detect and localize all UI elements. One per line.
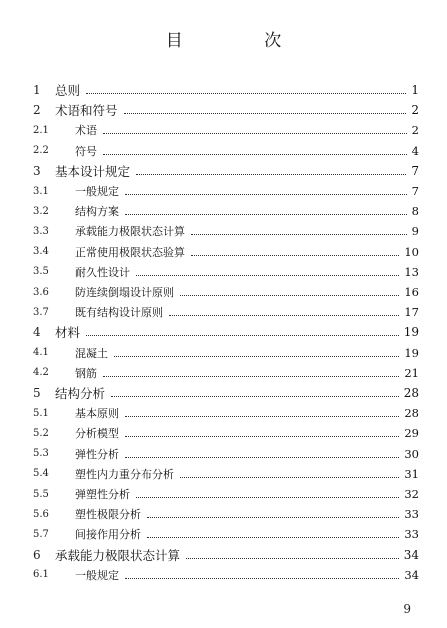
toc-entry[interactable] bbox=[0, 322, 447, 342]
toc-entry[interactable] bbox=[0, 242, 447, 262]
toc-entry-title: 防连续倒塌设计原则 bbox=[75, 286, 174, 299]
toc-entry-title: 基本原则 bbox=[75, 407, 119, 421]
toc-leader-dots bbox=[86, 335, 399, 336]
page-title: 目 次 bbox=[165, 31, 320, 51]
toc-entry-title: 术语和符号 bbox=[55, 103, 118, 119]
toc-entry-title: 弹性分析 bbox=[75, 447, 119, 461]
toc-entry-page: 21 bbox=[404, 365, 419, 380]
toc-entry[interactable] bbox=[0, 201, 447, 221]
toc-entry-title: 符号 bbox=[75, 144, 97, 158]
toc-entry-title: 结构方案 bbox=[75, 205, 119, 219]
toc-entry-title: 钢筋 bbox=[75, 366, 97, 380]
toc-leader-dots bbox=[136, 275, 399, 276]
toc-entry-title: 塑性极限分析 bbox=[75, 508, 141, 522]
toc-entry-number: 3.5 bbox=[33, 266, 49, 278]
toc-entry-number: 2 bbox=[33, 103, 41, 118]
toc-entry-title: 材料 bbox=[55, 325, 81, 341]
toc-leader-dots bbox=[125, 436, 399, 437]
toc-entry-number: 2.1 bbox=[33, 124, 49, 136]
toc-leader-dots bbox=[86, 93, 406, 94]
toc-entry-title: 耐久性设计 bbox=[75, 265, 130, 279]
toc-leader-dots bbox=[103, 133, 407, 134]
toc-entry-number: 5 bbox=[33, 386, 41, 400]
toc-entry-page: 19 bbox=[404, 345, 419, 360]
toc-entry-number: 5.3 bbox=[33, 448, 49, 460]
toc-entry-title: 正常使用极限状态验算 bbox=[75, 245, 185, 259]
toc-entry[interactable] bbox=[0, 221, 447, 241]
toc-entry[interactable] bbox=[0, 565, 447, 585]
toc-entry[interactable] bbox=[0, 363, 447, 383]
toc-entry-number: 6.1 bbox=[33, 569, 49, 581]
toc-leader-dots bbox=[180, 295, 399, 296]
toc-entry[interactable] bbox=[0, 423, 447, 443]
toc-entry[interactable] bbox=[0, 100, 447, 120]
toc-entry-number: 6 bbox=[33, 547, 41, 562]
toc-leader-dots bbox=[103, 376, 399, 377]
toc-entry-page: 16 bbox=[404, 285, 419, 299]
toc-entry[interactable] bbox=[0, 181, 447, 201]
toc-entry-title: 结构分析 bbox=[55, 386, 106, 401]
toc-entry-page: 34 bbox=[403, 547, 419, 562]
toc-entry-title: 承载能力极限状态计算 bbox=[75, 225, 185, 239]
toc-leader-dots bbox=[136, 174, 406, 175]
toc-entry-number: 3.1 bbox=[33, 185, 49, 197]
toc-leader-dots bbox=[111, 396, 399, 397]
toc-entry-page: 32 bbox=[404, 487, 419, 501]
toc-leader-dots bbox=[103, 154, 407, 155]
toc-entry[interactable] bbox=[0, 444, 447, 464]
toc-entry[interactable] bbox=[0, 403, 447, 423]
toc-entry[interactable] bbox=[0, 484, 447, 504]
toc-entry-page: 19 bbox=[403, 325, 419, 340]
toc-entry-number: 5.4 bbox=[33, 468, 49, 480]
toc-entry-title: 既有结构设计原则 bbox=[75, 306, 163, 320]
toc-entry-page: 34 bbox=[404, 567, 419, 582]
toc-entry-number: 3 bbox=[33, 163, 41, 178]
toc-entry[interactable] bbox=[0, 161, 447, 181]
toc-entry-number: 5.5 bbox=[33, 488, 49, 500]
toc-leader-dots bbox=[191, 234, 407, 235]
toc-entry-number: 5.1 bbox=[33, 407, 49, 419]
toc-entry[interactable] bbox=[0, 282, 447, 302]
toc-entry-page: 2 bbox=[411, 103, 419, 118]
toc-leader-dots bbox=[180, 477, 399, 478]
toc-leader-dots bbox=[147, 517, 399, 518]
toc-entry-number: 3.6 bbox=[33, 286, 49, 298]
toc-entry-number: 1 bbox=[33, 83, 41, 97]
toc-entry[interactable] bbox=[0, 464, 447, 484]
toc-entry-number: 4 bbox=[33, 325, 41, 340]
toc-leader-dots bbox=[124, 113, 406, 114]
toc-entry-number: 4.2 bbox=[33, 367, 49, 379]
toc-leader-dots bbox=[186, 558, 399, 559]
toc-entry-number: 3.2 bbox=[33, 205, 49, 217]
toc-leader-dots bbox=[114, 356, 399, 357]
toc-leader-dots bbox=[125, 214, 407, 215]
toc-entry-number: 4.1 bbox=[33, 347, 49, 359]
toc-leader-dots bbox=[125, 457, 399, 458]
toc-entry[interactable] bbox=[0, 262, 447, 282]
toc-entry-title: 一般规定 bbox=[75, 568, 119, 582]
toc-entry-page: 13 bbox=[404, 264, 419, 279]
toc-entry[interactable] bbox=[0, 343, 447, 363]
toc-entry-title: 术语 bbox=[75, 124, 97, 138]
page-number: 9 bbox=[403, 602, 411, 616]
toc-entry-page: 28 bbox=[404, 406, 419, 421]
toc-entry-title: 基本设计规定 bbox=[55, 163, 131, 179]
toc-entry-title: 总则 bbox=[55, 83, 81, 98]
toc-leader-dots bbox=[125, 578, 399, 579]
toc-entry-number: 3.4 bbox=[33, 246, 49, 258]
toc-entry-number: 3.3 bbox=[33, 225, 49, 237]
toc-entry[interactable] bbox=[0, 524, 447, 544]
toc-entry-page: 30 bbox=[404, 446, 419, 461]
toc-entry-page: 28 bbox=[403, 386, 419, 400]
toc-entry-page: 33 bbox=[404, 507, 419, 522]
toc-entry[interactable] bbox=[0, 120, 447, 140]
toc-entry-page: 8 bbox=[411, 204, 419, 219]
toc-entry-page: 7 bbox=[411, 163, 419, 178]
toc-entry-title: 一般规定 bbox=[75, 185, 119, 198]
toc-entry-page: 33 bbox=[404, 527, 419, 542]
toc-entry-title: 混凝土 bbox=[75, 346, 108, 360]
toc-leader-dots bbox=[191, 255, 399, 256]
toc-entry-title: 分析模型 bbox=[75, 427, 119, 441]
toc-entry-page: 2 bbox=[411, 123, 419, 138]
toc-entry-page: 29 bbox=[404, 426, 419, 441]
toc-entry[interactable] bbox=[0, 141, 447, 161]
toc-entry-page: 1 bbox=[411, 83, 419, 97]
toc-entry-page: 4 bbox=[411, 143, 419, 158]
toc-entry-number: 5.2 bbox=[33, 427, 49, 439]
toc-entry-number: 5.6 bbox=[33, 508, 49, 520]
toc-entry-title: 承载能力极限状态计算 bbox=[55, 547, 181, 563]
toc-entry[interactable] bbox=[0, 504, 447, 524]
toc-entry-number: 3.7 bbox=[33, 306, 49, 318]
toc-leader-dots bbox=[125, 194, 407, 195]
toc-entry-page: 31 bbox=[404, 466, 419, 481]
toc-leader-dots bbox=[125, 416, 399, 417]
toc-leader-dots bbox=[169, 315, 399, 316]
toc-entry[interactable] bbox=[0, 545, 447, 565]
toc-entry-title: 间接作用分析 bbox=[75, 528, 141, 542]
toc-leader-dots bbox=[147, 537, 399, 538]
toc-entry-page: 10 bbox=[404, 244, 419, 259]
toc-entry-page: 9 bbox=[411, 224, 419, 239]
toc-entry-number: 2.2 bbox=[33, 145, 49, 157]
toc-entry-title: 弹塑性分析 bbox=[75, 488, 130, 501]
toc-entry-page: 17 bbox=[404, 305, 419, 320]
toc-entry[interactable] bbox=[0, 383, 447, 403]
toc-entry-number: 5.7 bbox=[33, 528, 49, 540]
toc-entry[interactable] bbox=[0, 302, 447, 322]
toc-leader-dots bbox=[136, 497, 399, 498]
toc-entry-title: 塑性内力重分布分析 bbox=[75, 467, 174, 481]
toc-entry-page: 7 bbox=[411, 184, 419, 198]
toc-entry[interactable] bbox=[0, 80, 447, 100]
